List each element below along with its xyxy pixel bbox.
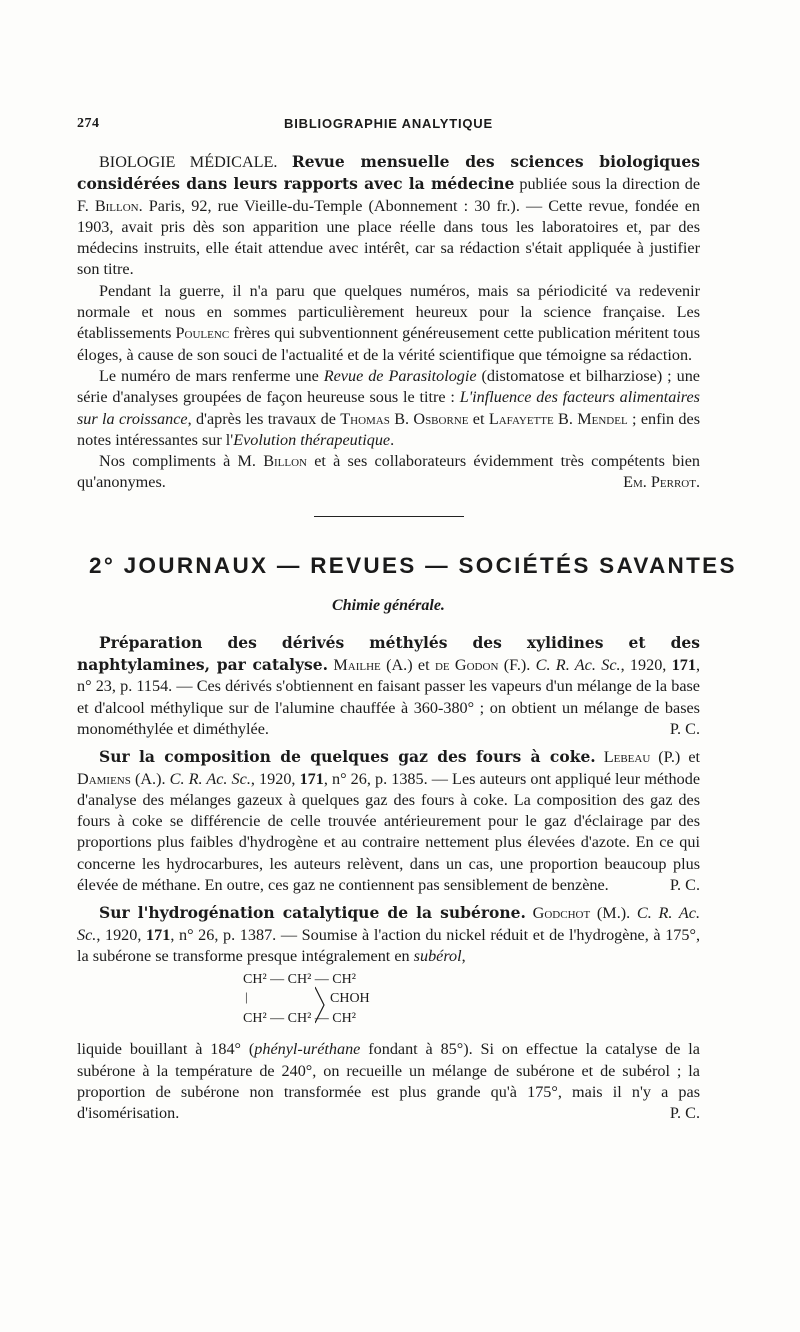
company-name: Poulenc	[175, 324, 230, 343]
abstract-entry: Préparation des dérivés méthylés des xylidines et des naphtylamines, par catalyse. Mailhe (A.) et de Godon (F.). C. R. Ac. Sc., 1920, 171, n° 23, p. 1154. — Ces dérivés s'obtiennent en faisant passer les vapeurs d'un mélange de la base et d'alcool méthylique sur de l'alumine chauffée à 360-380° ; on obtient un mélange de bases monométhylée et diméthylée. P. C.	[77, 632, 700, 740]
subsection-heading: Chimie générale.	[332, 596, 445, 614]
italic-title: L'influence des facteurs alimentaires sur la croissance	[77, 388, 700, 428]
journal-name: C. R. Ac. Sc.	[169, 769, 251, 788]
author-name: Damiens	[77, 769, 131, 788]
abstract-entry: Sur l'hydrogénation catalytique de la subérone. Godchot (M.). C. R. Ac. Sc., 1920, 171, n° 26, p. 1387. — Soumise à l'action du nickel réduit et de l'hydrogène, à 175°, la subérone se transforme presque intégralement en subérol,	[77, 903, 700, 965]
abstract-title: Sur l'hydrogénation catalytique de la subérone.	[99, 903, 526, 923]
review-entry: BIOLOGIE MÉDICALE. Revue mensuelle des sciences biologiques considérées dans leurs rapports avec la médecine publiée sous la direction de F. Billon. Paris, 92, rue Vieille-du-Temple (Abonnement : 30 fr.). — Cette revue, fondée en 1903, avait pris dès son apparition une place réelle dans tous les laboratoires et, par des médecins instruits, elle était attendue avec intérêt, car sa rédaction s'était appliquée à justifier son titre.	[77, 152, 701, 279]
volume: 171	[146, 925, 171, 944]
author-name: Mailhe	[333, 656, 381, 675]
ring-bracket	[315, 985, 325, 1025]
compound-name: subérol	[413, 946, 462, 965]
author-name: Godchot	[532, 904, 591, 923]
author-name: Lebeau	[603, 748, 651, 767]
author-name: Billon	[94, 196, 139, 215]
abstract-title: Sur la composition de quelques gaz des fours à coke.	[99, 747, 596, 767]
author-name: Billon	[263, 452, 307, 471]
review-paragraph: Nos compliments à M. Billon et à ses collaborateurs évidemment très compétents bien qu'anonymes. Em. Perrot.	[77, 451, 700, 494]
review-paragraph: Pendant la guerre, il n'a paru que quelques numéros, mais sa périodicité va redevenir normale et nous en sommes particulièrement heureux pour la science française. Les établissements Poulenc frères qui subventionnent généreusement cette publication méritent tous éloges, à cause de son souci de l'actualité et de la vérité scientifique que témoigne sa rédaction.	[77, 281, 700, 364]
body	[77, 151, 737, 1124]
abstract-entry: Sur la composition de quelques gaz des fours à coke. Lebeau (P.) et Damiens (A.). C. R. Ac. Sc., 1920, 171, n° 26, p. 1385. — Les auteurs ont appliqué leur méthode d'analyse des mélanges gazeux à quelques gaz des fours à coke. La composition des gaz des fours à coke se différencie de celle trouvée antérieurement pour le gaz d'éclairage par des proportions plus faibles d'hydrogène et au contraire nettement plus élevées d'azote. En ce qui concerne les hydrocarbures, les auteurs relèvent, dans un cas, une proportion beaucoup plus élevée de méthane. En outre, ces gaz ne contiennent pas sensiblement de benzène. P. C.	[77, 746, 700, 896]
italic-title: Revue de Parasitologie	[323, 366, 477, 385]
section-heading: 2° JOURNAUX — REVUES — SOCIÉTÉS SAVANTES	[89, 552, 737, 578]
volume: 171	[671, 656, 696, 675]
journal-name: C. R. Ac. Sc.	[77, 904, 700, 944]
page-number: 274	[77, 116, 100, 131]
review-title: Revue mensuelle des sciences biologiques considérées dans leurs rapports avec la médecine	[77, 152, 700, 194]
chemical-formula	[77, 969, 700, 1039]
signature: P. C.	[669, 1104, 700, 1123]
abstract-paragraph: liquide bouillant à 184° (phényl-uréthane fondant à 85°). Si on effectue la catalyse de la subérone à la température de 240°, on recueille un mélange de subérone et de subérol ; la proportion de subérone non transformée est plus grande qu'à 175°, mais il n'y a pas d'isomérisation. P. C.	[77, 1039, 700, 1124]
author-name: de Godon	[434, 656, 499, 675]
abstract-title: Préparation des dérivés méthylés des xylidines et des naphtylamines, par catalyse.	[77, 632, 700, 675]
signature: P. C.	[669, 876, 700, 895]
divider-rule	[314, 516, 464, 517]
formula-top-chain: CH² — CH² — CH²	[243, 972, 356, 988]
formula-bond: |	[245, 989, 248, 1005]
italic-title: Evolution thérapeutique	[233, 430, 391, 449]
journal-name: C. R. Ac. Sc.	[535, 656, 621, 675]
author-name: Thomas B. Osborne	[340, 409, 469, 428]
formula-bottom-chain: CH² — CH² — CH²	[243, 1011, 356, 1027]
volume: 171	[299, 769, 324, 788]
review-title-plain: BIOLOGIE MÉDICALE.	[99, 153, 278, 171]
formula-chohol: CHOH	[330, 991, 370, 1007]
review-paragraph: Le numéro de mars renferme une Revue de Parasitologie (distomatose et bilharziose) ; une série d'analyses groupées de façon heureuse sous le titre : L'influence des facteurs alimentaires sur la croissance, d'après les travaux de Thomas B. Osborne et Lafayette B. Mendel ; enfin des notes intéressantes sur l'Evolution thérapeutique.	[77, 366, 701, 449]
running-header	[77, 116, 700, 138]
compound-name: phényl-uréthane	[254, 1040, 361, 1059]
signature: P. C.	[669, 719, 700, 738]
signature: Em. Perrot.	[623, 473, 700, 492]
author-name: Lafayette B. Mendel	[488, 409, 628, 428]
running-title: BIBLIOGRAPHIE ANALYTIQUE	[284, 116, 493, 131]
